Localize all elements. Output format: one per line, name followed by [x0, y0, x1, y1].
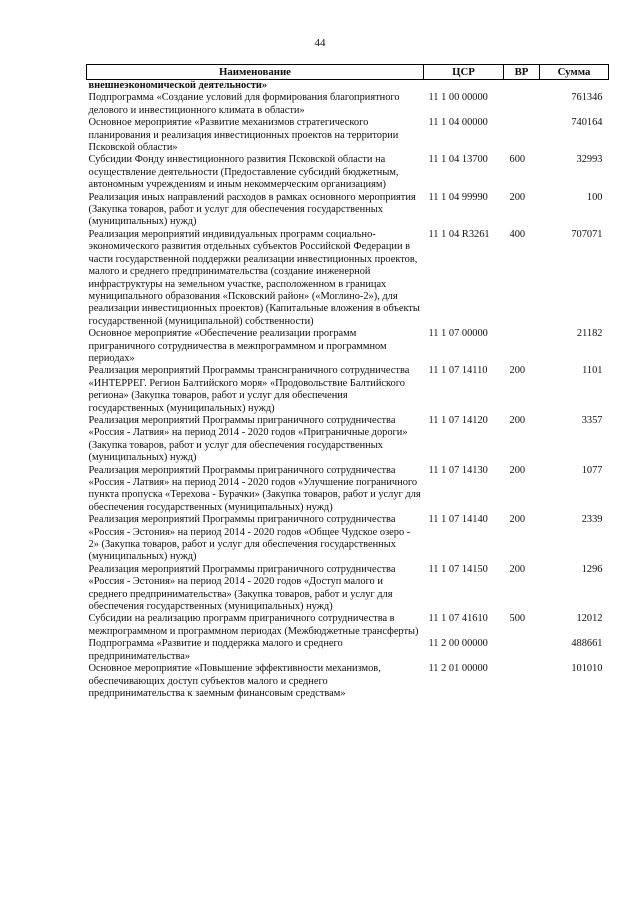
cell-name: Подпрограмма «Создание условий для формирования благоприятного делового и инвестиционного климата в области»: [88, 92, 400, 116]
cell-sum: 707071: [571, 228, 603, 240]
cell-vr: 200: [509, 365, 526, 377]
cell-csr: 11 1 07 14130: [428, 464, 488, 476]
cell-vr: [504, 638, 540, 663]
budget-table: [86, 64, 609, 700]
cell-name: Субсидии на реализацию программ приграничного сотрудничества в межпрограммном и программном периодах (Межбюджетные трансферты): [88, 613, 419, 637]
cell-csr: 11 1 07 14150: [428, 563, 488, 575]
cell-csr: 11 1 07 00000: [428, 328, 488, 340]
cell-sum: 740164: [571, 117, 603, 129]
cell-vr: 600: [509, 154, 526, 166]
table-row: [87, 663, 609, 700]
cell-sum: 488661: [571, 638, 603, 650]
cell-vr: 200: [509, 414, 526, 426]
cell-csr: 11 1 04 R3261: [428, 228, 490, 240]
continuation-row: [87, 80, 609, 93]
cell-vr: 200: [509, 464, 526, 476]
cell-vr: [504, 92, 540, 117]
table-row: [87, 365, 609, 415]
cell-name: Основное мероприятие «Повышение эффективности механизмов, обеспечивающих доступ субъектов малого и среднего предпринимательства к заемным финансовым средствам»: [88, 663, 381, 699]
header-csr: ЦСР: [424, 65, 504, 80]
table-body: [87, 80, 609, 701]
cell-vr: 200: [509, 563, 526, 575]
header-vr: ВР: [504, 65, 540, 80]
table-row: [87, 465, 609, 515]
cell-vr: [504, 328, 540, 365]
table-row: [87, 415, 609, 465]
cell-vr: 200: [509, 191, 526, 203]
cell-csr: 11 1 07 41610: [428, 613, 488, 625]
header-name: Наименование: [87, 65, 424, 80]
cell-csr: 11 1 07 14120: [428, 414, 488, 426]
cell-csr: 11 2 00 00000: [428, 638, 488, 650]
table-row: [87, 92, 609, 117]
cell-sum: 100: [586, 191, 603, 203]
cell-csr: 11 1 07 14140: [428, 514, 488, 526]
table-row: [87, 117, 609, 154]
cell-name: Подпрограмма «Развитие и поддержка малого и среднего предпринимательства»: [88, 638, 343, 662]
table-row: [87, 154, 609, 191]
table-row: [87, 229, 609, 328]
table-row: [87, 613, 609, 638]
table-row: [87, 514, 609, 564]
cell-name: Реализация иных направлений расходов в рамках основного мероприятия (Закупка товаров, работ и услуг для обеспечения государственных (муниципальных) нужд): [88, 191, 416, 228]
cell-csr: 11 1 04 99990: [428, 191, 488, 203]
continuation-text: внешнеэкономической деятельности»: [88, 80, 268, 91]
table-row: [87, 192, 609, 229]
cell-name: Реализация мероприятий Программы приграничного сотрудничества «Россия - Эстония» на период 2014 - 2020 годов «Доступ малого и среднего предпринимательства» (Закупка товаров, работ и услуг для обеспечения государственных (муниципальных) нужд): [88, 563, 396, 613]
page-number: 44: [314, 37, 326, 49]
cell-name: Основное мероприятие «Развитие механизмов стратегического планирования и реализация инвестиционных проектов на территории Псковской области»: [88, 117, 399, 154]
header-sum: Сумма: [540, 65, 609, 80]
cell-sum: 32993: [576, 154, 603, 166]
cell-name: Субсидии Фонду инвестиционного развития Псковской области на осуществление деятельности (Предоставление субсидий бюджетным, автономным учреждениям и иным некоммерческим организациям): [88, 154, 399, 191]
table-row: [87, 564, 609, 614]
cell-vr: 500: [509, 613, 526, 625]
cell-sum: 3357: [581, 414, 603, 426]
cell-sum: 1101: [582, 365, 603, 377]
cell-sum: 101010: [571, 663, 603, 675]
cell-vr: [504, 663, 540, 700]
table-row: [87, 638, 609, 663]
cell-sum: 12012: [576, 613, 603, 625]
cell-vr: 200: [509, 514, 526, 526]
table-row: [87, 328, 609, 365]
table-header-row: [87, 65, 609, 80]
cell-name: Реализация мероприятий Программы приграничного сотрудничества «Россия - Эстония» на период 2014 - 2020 годов «Общее Чудское озеро - 2» (Закупка товаров, работ и услуг для обеспечения государственных (муниципальных) нужд): [88, 514, 411, 563]
cell-name: Реализация мероприятий Программы приграничного сотрудничества «Россия - Латвия» на период 2014 - 2020 годов «Приграничные дороги» (Закупка товаров, работ и услуг для обеспечения государственных (муниципальных) нужд): [88, 414, 408, 464]
cell-sum: 761346: [571, 92, 603, 104]
cell-csr: 11 1 04 13700: [428, 154, 488, 166]
cell-csr: 11 1 07 14110: [428, 365, 488, 377]
cell-vr: [504, 117, 540, 154]
cell-csr: 11 2 01 00000: [428, 663, 488, 675]
cell-name: Реализация мероприятий Программы приграничного сотрудничества «Россия - Латвия» на период 2014 - 2020 годов «Улучшение пограничного пункта пропуска «Терехова - Бурачки» (Закупка товаров, работ и услуг для обеспечения государственных (муниципальных) нужд): [88, 464, 421, 513]
cell-sum: 1077: [581, 464, 603, 476]
cell-csr: 11 1 00 00000: [428, 92, 488, 104]
cell-name: Реализация мероприятий Программы транснграничного сотрудничества «ИНТЕРРЕГ. Регион Балтийского моря» «Продовольствие Балтийского региона» (Закупка товаров, работ и услуг для обеспечения государственных (муниципальных) нужд): [88, 365, 410, 414]
cell-sum: 1296: [581, 563, 603, 575]
cell-name: Основное мероприятие «Обеспечение реализации программ приграничного сотрудничества в межпрограммном и программном периодах»: [88, 328, 387, 364]
cell-vr: 400: [509, 228, 526, 240]
cell-sum: 21182: [576, 328, 603, 340]
cell-sum: 2339: [581, 514, 603, 526]
cell-name: Реализация мероприятий индивидуальных программ социально-экономического развития отдельных субъектов Российской Федерации в части государственной поддержки реализации инвестиционных проектов, малого и среднего предпринимательства (создание инженерной инфраструктуры на земельном участке, расположенном в границах муниципального образования «Псковский район» («Моглино-2»), для реализации инвестиционных проектов) (Капитальные вложения в объекты государственной (муниципальной) собственности): [88, 228, 420, 327]
cell-csr: 11 1 04 00000: [428, 117, 488, 129]
